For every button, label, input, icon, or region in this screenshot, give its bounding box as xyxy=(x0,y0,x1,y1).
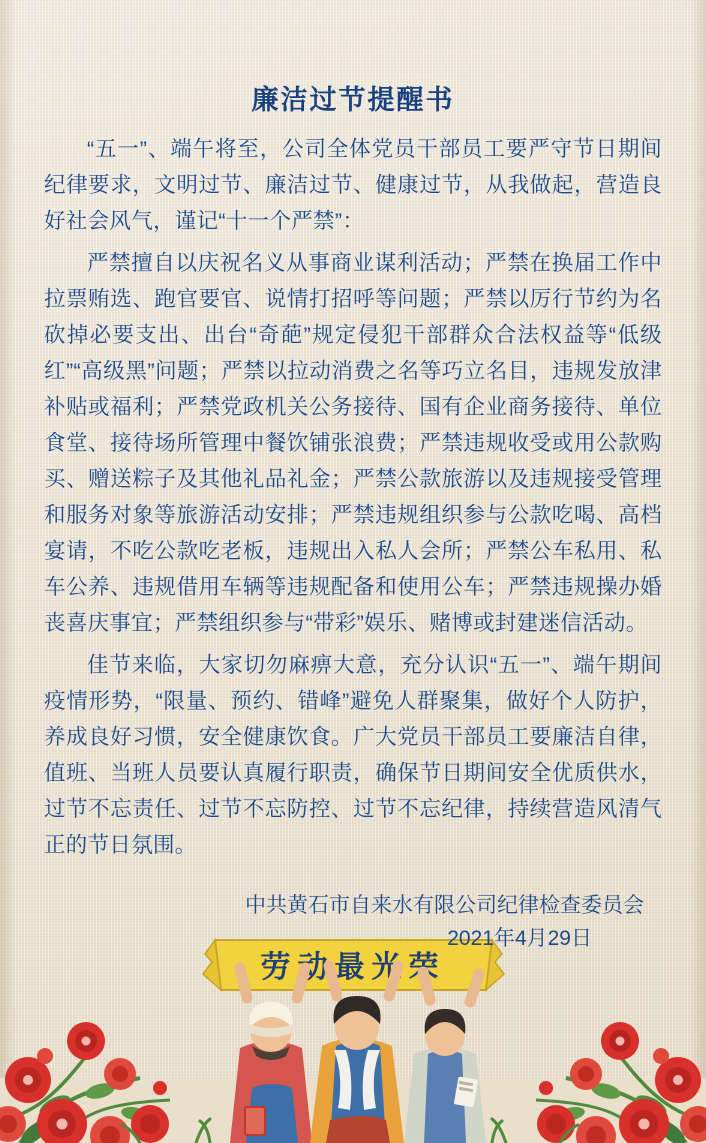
signature-block xyxy=(44,889,662,955)
banner-text: 劳动最光荣 xyxy=(260,951,446,984)
bottom-illustration xyxy=(0,928,706,1143)
page-title: 廉洁过节提醒书 xyxy=(251,85,455,115)
figure-worker-man-center xyxy=(310,996,404,1143)
paragraph-3: 佳节来临，大家切勿麻痹大意，充分认识“五一”、端午期间疫情形势，“限量、预约、错峰”避免人群聚集，做好个人防护，养成良好习惯，安全健康饮食。广大党员干部员工要廉洁自律，值班、当班人员要认真履行职责，确保节日期间安全优质供水，过节不忘责任、过节不忘防控、过节不忘纪律，持续营造风清气正的节日氛围。 xyxy=(44,653,662,857)
signature-date: 2021年4月29日 xyxy=(447,927,592,950)
paragraph-1: “五一”、端午将至，公司全体党员干部员工要严守节日期间纪律要求，文明过节、廉洁过节、健康过节，从我做起，营造良好社会风气，谨记“十一个严禁”： xyxy=(44,137,662,233)
figure-worker-woman-left xyxy=(230,1002,312,1143)
paragraph-2: 严禁擅自以庆祝名义从事商业谋利活动；严禁在换届工作中拉票贿选、跑官要官、说情打招呼等问题；严禁以厉行节约为名砍掉必要支出、出台“奇葩”规定侵犯干部群众合法权益等“低级红”“高级黑”问题；严禁以拉动消费之名等巧立名目，违规发放津补贴或福利；严禁党政机关公务接待、国有企业商务接待、单位食堂、接待场所管理中餐饮铺张浪费；严禁违规收受或用公款购买、赠送粽子及其他礼品礼金；严禁公款旅游以及违规接受管理和服务对象等旅游活动安排；严禁违规组织参与公款吃喝、高档宴请，不吃公款吃老板，违规出入私人会所；严禁公车私用、私车公养、违规借用车辆等违规配备和使用公车；严禁违规操办婚丧喜庆事宜；严禁组织参与“带彩”娱乐、赌博或封建迷信活动。 xyxy=(44,251,662,635)
signature-organization: 中共黄石市自来水有限公司纪律检查委员会 xyxy=(245,894,644,917)
figure-worker-man-right xyxy=(404,1009,486,1143)
